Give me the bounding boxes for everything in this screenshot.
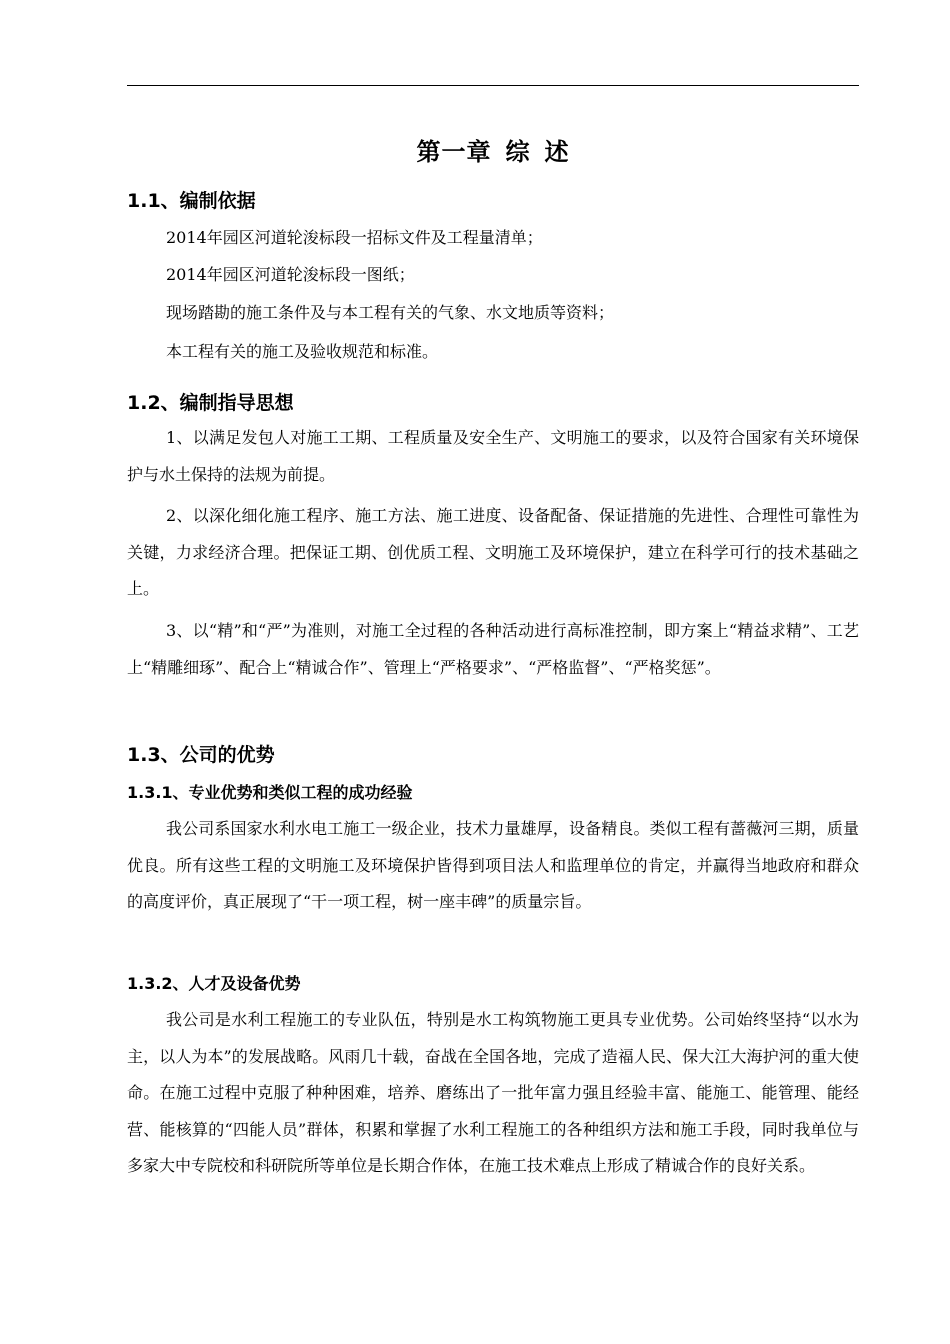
section-heading-1-3: 1.3、公司的优势 (127, 744, 275, 766)
guideline-paragraph: 1、以满足发包人对施工工期、工程质量及安全生产、文明施工的要求，以及符合国家有关环境保护与水土保持的法规为前提。 (127, 428, 859, 484)
basis-item: 现场踏勘的施工条件及与本工程有关的气象、水文地质等资料； (166, 303, 615, 322)
subsection-heading-1-3-1: 1.3.1、专业优势和类似工程的成功经验 (127, 783, 413, 802)
guideline-paragraph: 2、以深化细化施工程序、施工方法、施工进度、设备配备、保证措施的先进性、合理性可靠性为关键，力求经济合理。把保证工期、创优质工程、文明施工及环境保护，建立在科学可行的技术基础之上。 (127, 506, 859, 598)
chapter-title (127, 133, 859, 171)
chapter-title-char-2: 述 (544, 137, 570, 166)
chapter-title-number: 第一章 (416, 137, 492, 166)
experience-paragraph: 我公司系国家水利水电工施工一级企业，技术力量雄厚，设备精良。类似工程有蔷薇河三期，质量优良。所有这些工程的文明施工及环境保护皆得到项目法人和监理单位的肯定，并赢得当地政府和群众的高度评价，真正展现了“干一项工程，树一座丰碑”的质量宗旨。 (127, 819, 859, 911)
basis-item: 2014年园区河道轮浚标段一招标文件及工程量清单； (166, 228, 543, 247)
chapter-title-char-1: 综 (505, 137, 531, 166)
header-rule (127, 85, 859, 86)
basis-item: 本工程有关的施工及验收规范和标准。 (166, 342, 439, 361)
talent-paragraph: 我公司是水利工程施工的专业队伍，特别是水工构筑物施工更具专业优势。公司始终坚持“以水为主，以人为本”的发展战略。风雨几十载，奋战在全国各地，完成了造福人民、保大江大海护河的重大使命。在施工过程中克服了种种困难，培养、磨练出了一批年富力强且经验丰富、能施工、能管理、能经营、能核算的“四能人员”群体，积累和掌握了水利工程施工的各种组织方法和施工手段，同时我单位与多家大中专院校和科研院所等单位是长期合作体，在施工技术难点上形成了精诚合作的良好关系。 (127, 1010, 859, 1175)
section-heading-1-2: 1.2、编制指导思想 (127, 392, 294, 414)
subsection-heading-1-3-2: 1.3.2、人才及设备优势 (127, 974, 301, 993)
basis-item: 2014年园区河道轮浚标段一图纸； (166, 265, 415, 284)
guideline-paragraph: 3、以“精”和“严”为准则，对施工全过程的各种活动进行高标准控制，即方案上“精益求精”、工艺上“精雕细琢”、配合上“精诚合作”、管理上“严格要求”、“严格监督”、“严格奖惩”。 (127, 621, 859, 677)
section-heading-1-1: 1.1、编制依据 (127, 190, 256, 212)
